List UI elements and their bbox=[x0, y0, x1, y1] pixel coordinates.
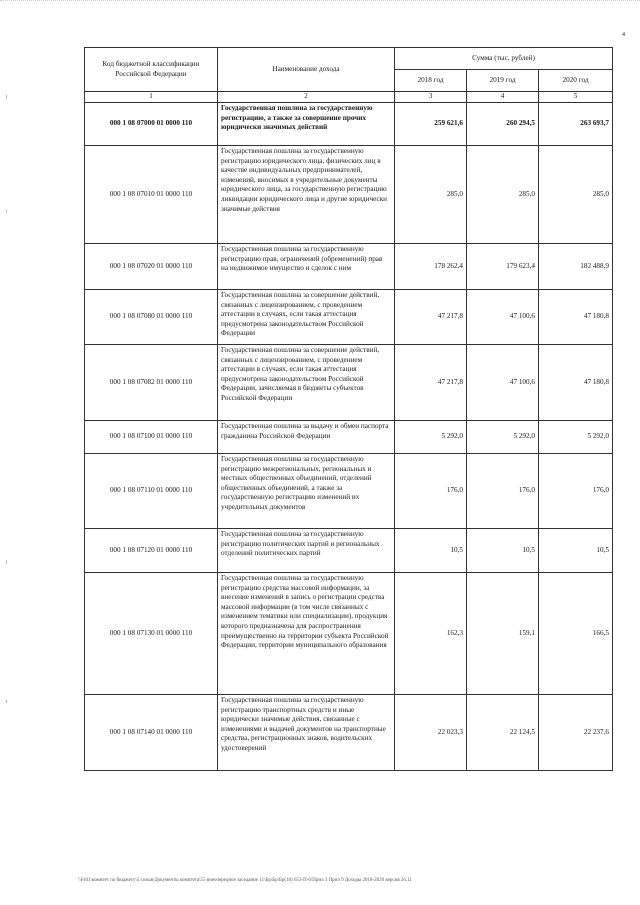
row-value-2019: 159,1 bbox=[467, 573, 539, 695]
row-code: 000 1 08 07010 01 0000 110 bbox=[85, 146, 218, 244]
row-code: 000 1 08 07100 01 0000 110 bbox=[85, 421, 218, 454]
row-code: 000 1 08 07080 01 0000 110 bbox=[85, 290, 218, 345]
row-name: Государственная пошлина за государственную регистрацию прав, ограничений (обременений) прав на недвижимое имущество и сделок с ним bbox=[218, 244, 395, 290]
row-value-2020: 182 488,9 bbox=[539, 244, 613, 290]
header-name: Наименование дохода bbox=[218, 48, 395, 92]
row-name: Государственная пошлина за совершение действий, связанных с лицензированием, с проведением аттестации в случаях, если такая аттестация предусмотрена законодательством Российской Федерации bbox=[218, 290, 395, 345]
row-value-2018: 285,0 bbox=[395, 146, 467, 244]
row-name: Государственная пошлина за государственную регистрацию межрегиональных, региональных и местных общественных объединений, отделений общественных объединений, а также за государственную регистрацию изменений их учредительных документов bbox=[218, 454, 395, 529]
scan-margin-mark bbox=[6, 95, 7, 99]
row-value-2018: 22 023,3 bbox=[395, 695, 467, 771]
row-value-2020: 176,0 bbox=[539, 454, 613, 529]
row-value-2020: 166,5 bbox=[539, 573, 613, 695]
table-row bbox=[85, 146, 613, 244]
row-value-2020: 22 237,6 bbox=[539, 695, 613, 771]
row-value-2020: 5 292,0 bbox=[539, 421, 613, 454]
header-year: 2018 год bbox=[395, 70, 467, 92]
row-name: Государственная пошлина за государственную регистрацию юридического лица, физических лиц в качестве индивидуальных предпринимателей, изменений, вносимых в учредительные документы юридического лица, за государственную регистрацию ликвидации юридического лица и другие юридически значимые действия bbox=[218, 146, 395, 244]
row-name: Государственная пошлина за государственную регистрацию политических партий и региональных отделений политических партий bbox=[218, 529, 395, 573]
scan-top-edge bbox=[0, 0, 640, 3]
row-name: Государственная пошлина за совершение действий, связанных с лицензированием, с проведением аттестации в случаях, если такая аттестация предусмотрена законодательством Российской Федерации, зачисляемая в бюджеты субъектов Российской Федерации bbox=[218, 345, 395, 421]
row-value-2020: 285,0 bbox=[539, 146, 613, 244]
table-row bbox=[85, 421, 613, 454]
row-value-2019: 179 623,4 bbox=[467, 244, 539, 290]
row-name: Государственная пошлина за государственную регистрацию, а также за совершение прочих юридически значимых действий bbox=[218, 103, 395, 146]
header-code: Код бюджетной классификации Российской Федерации bbox=[85, 48, 218, 92]
row-value-2018: 47 217,8 bbox=[395, 345, 467, 421]
table-row bbox=[85, 454, 613, 529]
row-value-2019: 176,0 bbox=[467, 454, 539, 529]
row-value-2019: 285,0 bbox=[467, 146, 539, 244]
row-value-2018: 259 621,6 bbox=[395, 103, 467, 146]
scan-margin-mark bbox=[6, 560, 7, 564]
table-row bbox=[85, 695, 613, 771]
header-year: 2019 год bbox=[467, 70, 539, 92]
row-value-2019: 5 292,0 bbox=[467, 421, 539, 454]
row-name: Государственная пошлина за государственную регистрацию средства массовой информации, за внесение изменений в запись о регистрации средства массовой информации (в том числе связанных с изменением тематики или специализации), продукция которого предназначена для распространения преимущественно на территории субъекта Российской Федерации, территории муниципального образования bbox=[218, 573, 395, 695]
row-code: 000 1 08 07000 01 0000 110 bbox=[85, 103, 218, 146]
row-value-2020: 263 693,7 bbox=[539, 103, 613, 146]
table-row bbox=[85, 103, 613, 146]
row-name: Государственная пошлина за выдачу и обмен паспорта гражданина Российской Федерации bbox=[218, 421, 395, 454]
row-value-2019: 22 124,5 bbox=[467, 695, 539, 771]
header-sum-group: Сумма (тыс. рублей) bbox=[395, 48, 613, 70]
row-code: 000 1 08 07140 01 0000 110 bbox=[85, 695, 218, 771]
column-number: 1 bbox=[85, 92, 218, 103]
scan-margin-mark bbox=[6, 700, 7, 703]
row-value-2018: 178 262,4 bbox=[395, 244, 467, 290]
file-path-footer: \\Fs01\комитет по бюджету\5 созыв\Документы комитета\55 внеочередное заседание 11\Бр\Бр\Бр(18) 653-П-6\Прил 3 Прил 9 Доходы 2018-2020 версия 26.11 bbox=[78, 878, 412, 883]
row-code: 000 1 08 07120 01 0000 110 bbox=[85, 529, 218, 573]
page-number: 4 bbox=[622, 32, 625, 38]
column-number: 3 bbox=[395, 92, 467, 103]
table-row bbox=[85, 290, 613, 345]
row-name: Государственная пошлина за государственную регистрацию транспортных средств и иные юридически значимые действия, связанные с изменениями и выдачей документов на транспортные средства, регистрационных знаков, водительских удостоверений bbox=[218, 695, 395, 771]
row-code: 000 1 08 07130 01 0000 110 bbox=[85, 573, 218, 695]
row-value-2018: 5 292,0 bbox=[395, 421, 467, 454]
row-value-2020: 10,5 bbox=[539, 529, 613, 573]
column-number: 4 bbox=[467, 92, 539, 103]
table-row bbox=[85, 529, 613, 573]
scan-margin-mark bbox=[6, 210, 7, 213]
column-number: 5 bbox=[539, 92, 613, 103]
row-value-2019: 47 100,6 bbox=[467, 345, 539, 421]
row-code: 000 1 08 07020 01 0000 110 bbox=[85, 244, 218, 290]
row-value-2018: 176,0 bbox=[395, 454, 467, 529]
column-number: 2 bbox=[218, 92, 395, 103]
row-value-2019: 260 294,5 bbox=[467, 103, 539, 146]
row-value-2020: 47 180,8 bbox=[539, 290, 613, 345]
row-code: 000 1 08 07082 01 0000 110 bbox=[85, 345, 218, 421]
row-code: 000 1 08 07110 01 0000 110 bbox=[85, 454, 218, 529]
row-value-2018: 162,3 bbox=[395, 573, 467, 695]
table-row bbox=[85, 573, 613, 695]
table-row bbox=[85, 244, 613, 290]
header-year: 2020 год bbox=[539, 70, 613, 92]
row-value-2019: 47 100,6 bbox=[467, 290, 539, 345]
row-value-2018: 47 217,8 bbox=[395, 290, 467, 345]
row-value-2020: 47 180,8 bbox=[539, 345, 613, 421]
row-value-2018: 10,5 bbox=[395, 529, 467, 573]
row-value-2019: 10,5 bbox=[467, 529, 539, 573]
revenue-table bbox=[84, 47, 613, 771]
table-row bbox=[85, 345, 613, 421]
